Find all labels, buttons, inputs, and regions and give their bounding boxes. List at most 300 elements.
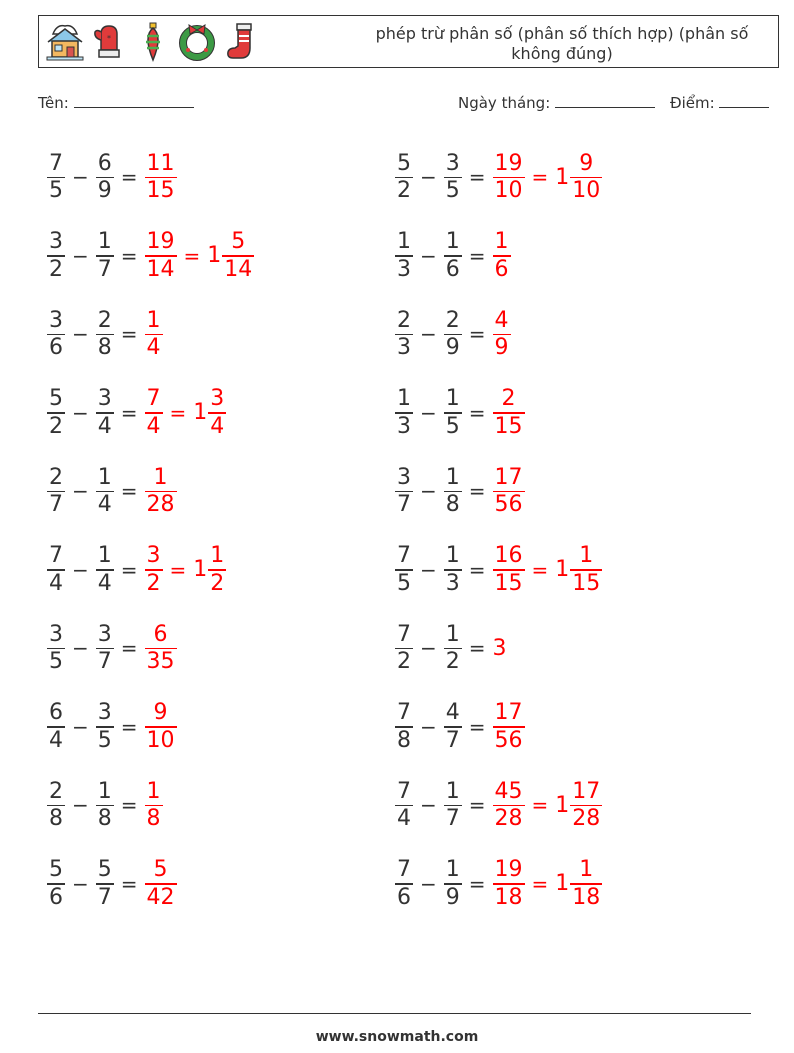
answer-fraction-numerator: 1 — [146, 778, 161, 804]
fraction-a-numerator: 1 — [397, 229, 411, 254]
fraction-b-numerator: 2 — [97, 307, 112, 333]
answer-fraction-denominator: 15 — [146, 178, 175, 203]
fraction-b — [444, 307, 462, 360]
answer-fraction-denominator: 56 — [494, 492, 523, 517]
minus-sign: − — [420, 479, 437, 504]
minus-sign: − — [72, 322, 89, 347]
answer-fraction-numerator: 19 — [494, 857, 523, 882]
fraction-a-numerator: 6 — [49, 700, 63, 725]
equals-sign: = — [120, 479, 138, 504]
minus-sign: − — [420, 793, 437, 818]
problem-row — [44, 295, 257, 374]
fraction-b-denominator: 7 — [97, 256, 112, 282]
minus-sign: − — [72, 243, 89, 268]
score-blank[interactable] — [719, 94, 769, 108]
mixed-fraction — [570, 545, 602, 595]
fraction-a-numerator: 5 — [49, 386, 63, 411]
minus-sign: − — [72, 400, 89, 425]
fraction-b-numerator: 1 — [97, 229, 112, 254]
fraction-a-numerator: 2 — [397, 307, 411, 333]
fraction-a-denominator: 6 — [49, 335, 63, 360]
fraction-a-numerator: 7 — [397, 700, 411, 725]
fraction-a-numerator: 3 — [397, 464, 411, 490]
fraction-b — [444, 621, 462, 674]
fraction-a-denominator: 3 — [397, 413, 411, 439]
answer-fraction — [493, 702, 525, 752]
fraction-b-denominator: 7 — [445, 806, 460, 831]
fraction-a — [395, 778, 413, 831]
answer-fraction-denominator: 9 — [494, 335, 509, 360]
fraction-b-denominator: 8 — [445, 492, 460, 517]
fraction-a-denominator: 6 — [49, 884, 63, 910]
answer — [142, 150, 180, 203]
fraction-b — [96, 621, 114, 674]
mixed-fraction — [570, 150, 602, 203]
fraction-a-numerator: 7 — [49, 543, 63, 568]
answer — [490, 388, 528, 438]
fraction-b-numerator: 4 — [445, 700, 460, 725]
fraction-a-numerator: 7 — [397, 778, 411, 804]
minus-sign: − — [72, 793, 89, 818]
fraction-a-denominator: 5 — [397, 570, 411, 596]
equals-sign: = — [468, 165, 486, 190]
fraction-a-denominator: 5 — [49, 649, 63, 674]
minus-sign: − — [72, 479, 89, 504]
answer — [142, 778, 166, 831]
answer-fraction — [145, 621, 177, 674]
mixed-fraction-numerator: 9 — [579, 150, 594, 176]
answer — [490, 636, 507, 661]
answer-fraction-denominator: 2 — [146, 570, 161, 596]
fraction-a — [47, 231, 65, 281]
answer-equals-sign: = — [531, 793, 549, 818]
fraction-b-numerator: 6 — [97, 150, 112, 176]
answer-fraction-numerator: 1 — [153, 464, 168, 490]
fraction-a — [395, 621, 413, 674]
problem-row — [44, 452, 257, 531]
answer-fraction-denominator: 18 — [494, 884, 523, 910]
answer-fraction-numerator: 17 — [494, 464, 523, 490]
problem-row — [44, 531, 257, 610]
problems-left-column — [44, 138, 257, 923]
equals-sign: = — [468, 793, 486, 818]
fraction-a — [395, 859, 413, 909]
answer-fraction — [493, 231, 511, 281]
equals-sign: = — [120, 871, 138, 896]
answer-fraction-numerator: 7 — [146, 386, 161, 411]
answer-fraction-denominator: 4 — [146, 335, 161, 360]
problems-right-column — [392, 138, 605, 923]
answer-equals-sign: = — [169, 400, 187, 425]
answer-fraction-denominator: 56 — [494, 727, 523, 753]
fraction-a-numerator: 2 — [49, 778, 63, 804]
problem-row — [392, 374, 605, 453]
fraction-a — [395, 307, 413, 360]
fraction-a-numerator: 3 — [49, 621, 63, 647]
fraction-b-denominator: 8 — [97, 335, 112, 360]
date-label: Ngày tháng: — [458, 94, 551, 112]
answer-fraction — [145, 859, 177, 909]
minus-sign: − — [420, 400, 437, 425]
fraction-b — [444, 702, 462, 752]
fraction-b-denominator: 7 — [97, 884, 112, 910]
fraction-a — [395, 702, 413, 752]
house-icon — [45, 20, 85, 64]
answer-fraction-numerator: 16 — [494, 543, 523, 568]
fraction-a — [47, 307, 65, 360]
answer-fraction-numerator: 19 — [494, 150, 523, 176]
answer-fraction-denominator: 10 — [494, 178, 523, 203]
fraction-a — [47, 702, 65, 752]
fraction-a — [47, 150, 65, 203]
problem-row — [392, 766, 605, 845]
fraction-b-numerator: 1 — [97, 543, 112, 568]
fraction-b — [444, 778, 462, 831]
problem-row — [44, 609, 257, 688]
answer-fraction — [493, 464, 525, 517]
minus-sign: − — [72, 714, 89, 739]
answer-fraction-denominator: 14 — [146, 256, 175, 282]
mixed-whole: 1 — [193, 400, 208, 426]
fraction-a — [47, 859, 65, 909]
fraction-b-denominator: 5 — [445, 413, 460, 439]
minus-sign: − — [420, 322, 437, 347]
minus-sign: − — [72, 557, 89, 582]
minus-sign: − — [72, 871, 89, 896]
answer-fraction — [145, 545, 163, 595]
equals-sign: = — [468, 557, 486, 582]
header-icons — [45, 20, 261, 64]
equals-sign: = — [120, 322, 138, 347]
fraction-b-numerator: 5 — [97, 857, 112, 882]
answer-fraction — [493, 150, 525, 203]
equals-sign: = — [468, 636, 486, 661]
answer — [142, 388, 230, 438]
fraction-a — [395, 150, 413, 203]
header-box — [38, 15, 779, 68]
problem-row — [44, 688, 257, 767]
minus-sign: − — [420, 871, 437, 896]
answer-equals-sign: = — [169, 557, 187, 582]
fraction-b-numerator: 1 — [445, 621, 460, 647]
fraction-a-denominator: 4 — [397, 806, 411, 831]
mixed-fraction — [570, 778, 602, 831]
problem-row — [44, 374, 257, 453]
mitten-icon — [89, 20, 129, 64]
answer-fraction-denominator: 8 — [146, 806, 161, 831]
mixed-fraction-numerator: 3 — [210, 386, 225, 411]
mixed-whole: 1 — [207, 243, 222, 269]
answer-fraction — [493, 307, 511, 360]
answer-fraction — [493, 388, 525, 438]
equals-sign: = — [120, 243, 138, 268]
fraction-a — [395, 464, 413, 517]
problem-row — [392, 217, 605, 296]
answer — [142, 231, 258, 281]
fraction-a-denominator: 2 — [397, 178, 411, 203]
fraction-a-denominator: 2 — [49, 413, 63, 439]
equals-sign: = — [468, 243, 486, 268]
answer — [142, 464, 180, 517]
answer-fraction-denominator: 4 — [146, 413, 161, 439]
minus-sign: − — [420, 636, 437, 661]
answer-equals-sign: = — [183, 243, 201, 268]
answer-fraction — [493, 778, 525, 831]
fraction-a-denominator: 4 — [49, 727, 63, 753]
equals-sign: = — [120, 557, 138, 582]
fraction-b — [444, 545, 462, 595]
answer-fraction — [493, 859, 525, 909]
answer-fraction-denominator: 28 — [494, 806, 523, 831]
fraction-b-numerator: 1 — [445, 464, 460, 490]
fraction-b-numerator: 1 — [445, 778, 460, 804]
fraction-b-numerator: 1 — [445, 229, 460, 254]
fraction-a — [47, 545, 65, 595]
fraction-a-denominator: 2 — [49, 256, 63, 282]
fraction-b-numerator: 1 — [97, 778, 112, 804]
answer-fraction-denominator: 6 — [494, 256, 509, 282]
mixed-fraction-denominator: 4 — [210, 413, 225, 439]
mixed-fraction-numerator: 1 — [579, 857, 594, 882]
answer-integer: 3 — [492, 635, 507, 661]
fraction-b-denominator: 5 — [97, 727, 112, 753]
fraction-b-denominator: 4 — [97, 570, 112, 596]
problem-row — [392, 688, 605, 767]
name-blank[interactable] — [74, 94, 194, 108]
footer-url: www.snowmath.com — [315, 1029, 479, 1045]
fraction-a-numerator: 3 — [49, 307, 63, 333]
mixed-fraction — [222, 231, 254, 281]
fraction-a-numerator: 7 — [397, 621, 411, 647]
mixed-whole: 1 — [193, 557, 208, 583]
equals-sign: = — [120, 165, 138, 190]
date-blank[interactable] — [555, 94, 655, 108]
equals-sign: = — [120, 714, 138, 739]
answer-fraction-denominator: 42 — [146, 884, 175, 910]
fraction-a-denominator: 6 — [397, 884, 411, 910]
answer-fraction — [145, 464, 177, 517]
mixed-fraction-denominator: 14 — [224, 256, 253, 282]
fraction-a-denominator: 8 — [397, 727, 411, 753]
minus-sign: − — [72, 636, 89, 661]
answer — [490, 545, 606, 595]
answer — [490, 231, 514, 281]
problem-row — [44, 766, 257, 845]
problem-row — [392, 609, 605, 688]
equals-sign: = — [120, 636, 138, 661]
problem-row — [392, 531, 605, 610]
fraction-a-numerator: 5 — [49, 857, 63, 882]
stocking-icon — [221, 20, 261, 64]
equals-sign: = — [120, 400, 138, 425]
fraction-a — [47, 388, 65, 438]
fraction-b-denominator: 2 — [445, 649, 460, 674]
fraction-b-denominator: 5 — [445, 178, 460, 203]
answer-fraction-denominator: 15 — [494, 413, 523, 439]
answer-fraction — [145, 150, 177, 203]
minus-sign: − — [420, 714, 437, 739]
mixed-whole: 1 — [555, 871, 570, 897]
score-label: Điểm: — [670, 94, 715, 112]
answer — [490, 778, 606, 831]
fraction-b-denominator: 3 — [445, 570, 460, 596]
fraction-b-denominator: 4 — [97, 413, 112, 439]
problem-row — [44, 138, 257, 217]
fraction-b — [96, 702, 114, 752]
fraction-b — [444, 859, 462, 909]
fraction-a-denominator: 3 — [397, 335, 411, 360]
problem-row — [44, 845, 257, 924]
fraction-a-numerator: 5 — [397, 150, 411, 176]
fraction-a — [47, 621, 65, 674]
fraction-b-numerator: 2 — [445, 307, 460, 333]
answer — [142, 859, 180, 909]
mixed-whole: 1 — [555, 164, 570, 190]
fraction-b-numerator: 3 — [445, 150, 460, 176]
fraction-b — [96, 464, 114, 517]
answer — [142, 621, 180, 674]
problem-row — [392, 845, 605, 924]
name-label: Tên: — [38, 94, 69, 112]
fraction-b-denominator: 8 — [97, 806, 112, 831]
fraction-b — [96, 150, 114, 203]
wreath-icon — [177, 20, 217, 64]
equals-sign: = — [468, 322, 486, 347]
fraction-b-numerator: 1 — [445, 543, 460, 568]
equals-sign: = — [120, 793, 138, 818]
fraction-a-numerator: 3 — [49, 229, 63, 254]
mixed-fraction-denominator: 10 — [572, 178, 601, 203]
fraction-b-denominator: 7 — [97, 649, 112, 674]
answer — [142, 307, 166, 360]
fraction-a-denominator: 4 — [49, 570, 63, 596]
mixed-fraction-denominator: 2 — [210, 570, 225, 596]
fraction-b — [96, 778, 114, 831]
fraction-b-denominator: 9 — [445, 335, 460, 360]
fraction-a-denominator: 5 — [49, 178, 63, 203]
answer-fraction-numerator: 19 — [146, 229, 175, 254]
answer — [490, 702, 528, 752]
problem-row — [392, 452, 605, 531]
minus-sign: − — [420, 165, 437, 190]
fraction-b — [444, 388, 462, 438]
fraction-b-numerator: 3 — [97, 621, 112, 647]
answer-fraction-denominator: 10 — [146, 727, 175, 753]
mixed-fraction — [570, 859, 602, 909]
fraction-b-denominator: 9 — [97, 178, 112, 203]
name-field — [38, 94, 194, 112]
fraction-b-numerator: 1 — [445, 386, 460, 411]
answer-fraction-numerator: 4 — [494, 307, 509, 333]
fraction-a — [395, 231, 413, 281]
fraction-b-numerator: 1 — [445, 857, 460, 882]
answer-equals-sign: = — [531, 165, 549, 190]
equals-sign: = — [468, 871, 486, 896]
fraction-b — [96, 307, 114, 360]
answer-fraction-numerator: 9 — [153, 700, 168, 725]
answer-fraction-numerator: 6 — [153, 621, 168, 647]
answer-fraction-numerator: 17 — [494, 700, 523, 725]
fraction-a-denominator: 8 — [49, 806, 63, 831]
answer-fraction-numerator: 1 — [494, 229, 509, 254]
mixed-fraction-numerator: 5 — [231, 229, 246, 254]
answer-fraction-numerator: 2 — [501, 386, 516, 411]
fraction-b-numerator: 1 — [97, 464, 112, 490]
footer-divider — [38, 1013, 751, 1014]
answer-fraction-numerator: 5 — [153, 857, 168, 882]
svg-text:*: * — [107, 34, 111, 43]
fraction-a-numerator: 7 — [49, 150, 63, 176]
equals-sign: = — [468, 479, 486, 504]
fraction-b-numerator: 3 — [97, 386, 112, 411]
answer-fraction-numerator: 1 — [146, 307, 161, 333]
mixed-fraction-numerator: 1 — [579, 543, 594, 568]
fraction-b — [444, 464, 462, 517]
answer-fraction-numerator: 45 — [494, 778, 523, 804]
answer — [490, 150, 606, 203]
answer-fraction-denominator: 28 — [146, 492, 175, 517]
mixed-fraction-denominator: 18 — [572, 884, 601, 910]
answer — [142, 702, 180, 752]
answer — [490, 464, 528, 517]
mixed-fraction — [208, 388, 226, 438]
answer-fraction-denominator: 35 — [146, 649, 175, 674]
fraction-b — [444, 231, 462, 281]
problem-row — [392, 295, 605, 374]
answer-fraction — [145, 307, 163, 360]
mixed-fraction-denominator: 15 — [572, 570, 601, 596]
fraction-a-denominator: 7 — [397, 492, 411, 517]
fraction-a-numerator: 7 — [397, 543, 411, 568]
date-field — [458, 94, 655, 112]
mixed-fraction-numerator: 1 — [210, 543, 225, 568]
mixed-fraction-denominator: 28 — [572, 806, 601, 831]
answer-fraction — [493, 545, 525, 595]
fraction-a — [395, 388, 413, 438]
equals-sign: = — [468, 714, 486, 739]
fraction-a — [47, 464, 65, 517]
equals-sign: = — [468, 400, 486, 425]
fraction-a — [47, 778, 65, 831]
problem-row — [44, 217, 257, 296]
answer-fraction — [145, 778, 163, 831]
mixed-fraction-numerator: 17 — [572, 778, 601, 804]
answer-fraction-numerator: 3 — [146, 543, 161, 568]
fraction-b-denominator: 6 — [445, 256, 460, 282]
minus-sign: − — [72, 165, 89, 190]
fraction-a-denominator: 7 — [49, 492, 63, 517]
problem-row — [392, 138, 605, 217]
answer-equals-sign: = — [531, 557, 549, 582]
fraction-b — [444, 150, 462, 203]
fraction-a-numerator: 7 — [397, 857, 411, 882]
fraction-a — [395, 545, 413, 595]
fraction-b-denominator: 4 — [97, 492, 112, 517]
fraction-b — [96, 231, 114, 281]
minus-sign: − — [420, 557, 437, 582]
fraction-a-numerator: 2 — [49, 464, 63, 490]
mixed-whole: 1 — [555, 557, 570, 583]
fraction-a-denominator: 2 — [397, 649, 411, 674]
mixed-whole: 1 — [555, 792, 570, 818]
minus-sign: − — [420, 243, 437, 268]
fraction-b-denominator: 9 — [445, 884, 460, 910]
fraction-a-denominator: 3 — [397, 256, 411, 282]
fraction-b-denominator: 7 — [445, 727, 460, 753]
answer-equals-sign: = — [531, 871, 549, 896]
fraction-b — [96, 859, 114, 909]
answer — [490, 859, 606, 909]
